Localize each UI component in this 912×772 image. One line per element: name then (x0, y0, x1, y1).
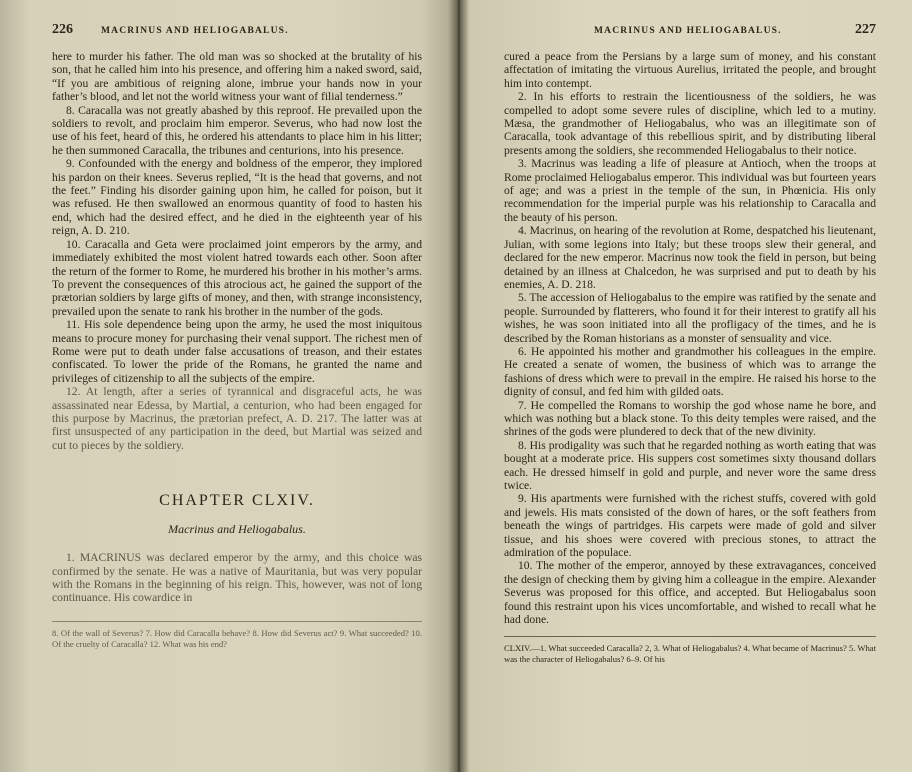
paragraph: 10. Caracalla and Geta were proclaimed joint emperors by the army, and immediately exhibited the most violent hatred towards each other. Soon after the return of the former to Rome, he murdered his brother in his mother’s arms. To prevent the consequences of this atrocious act, he gained the support of the prætorian soldiers by large gifts of money, and then, with strange inconsistency, prevailed upon the senate to rank his brother in the number of the gods. (52, 237, 422, 318)
paragraph: 11. His sole dependence being upon the army, he used the most iniquitous means to procure money for purchasing their venal support. The richest men of Rome were put to death under false accusations of treason, and their estates confiscated. To lower the pride of the Romans, he granted the name and privileges of citizenship to all the subjects of the empire. (52, 318, 422, 385)
running-head: MACRINUS AND HELIOGABALUS. (101, 26, 289, 36)
paragraph: 9. His apartments were furnished with the richest stuffs, covered with gold and jewels. His mats consisted of the down of hares, or the soft feathers from beneath the wings of partridges. His carpets were made of gold and silver tissue, and his shoes were covered with precious stones, to attract the admiration of the populace. (504, 492, 876, 560)
chapter-subtitle: Macrinus and Heliogabalus. (168, 522, 306, 537)
paragraph: 9. Confounded with the energy and boldness of the emperor, they implored his pardon on their knees. Severus replied, “It is the head that governs, and not the feet.” Finding his disorder gaining upon him, he called for poison, but it was refused. He then swallowed an enormous quantity of food to hasten his end, which had the desired effect, and he died in the eighteenth year of his reign, A. D. 210. (52, 157, 422, 238)
footnote-questions: 8. Of the wall of Severus? 7. How did Caracalla behave? 8. How did Severus act? 9. What succeeded? 10. Of the cruelty of Caracalla? 12. What was his end? (52, 621, 422, 650)
right-page-text (504, 50, 876, 626)
paragraph: 5. The accession of Heliogabalus to the empire was ratified by the senate and people. Surrounded by flatterers, who found it for their interest to gratify all his wishes, he was soon initiated into all the profligacy of the times, and he is described by the Roman historians as a monster of sensuality and vice. (504, 291, 876, 345)
paragraph: here to murder his father. The old man was so shocked at the brutality of his son, that he called him into his presence, and offering him a naked sword, said, “If you are ambitious of reigning alone, imbrue your hands now in your father’s blood, and let not the world witness your want of filial tenderness.” (52, 50, 422, 104)
page-number: 226 (52, 22, 73, 37)
paragraph: cured a peace from the Persians by a large sum of money, and his constant affectation of imitating the virtuous Aurelius, irritated the people, and brought him into contempt. (504, 50, 876, 90)
paragraph: 7. He compelled the Romans to worship the god whose name he bore, and which was nothing but a black stone. To this deity temples were raised, and the shrines of the gods were plundered to deck that of the new divinity. (504, 398, 876, 439)
running-head: MACRINUS AND HELIOGABALUS. (594, 26, 782, 36)
right-page-header (504, 22, 876, 42)
paragraph: 10. The mother of the emperor, annoyed by these extravagances, conceived the design of checking them by giving him a colleague in the empire. Alexander Severus was proposed for this office, and accepted. But Heliogabalus soon found this restraint upon his vices uncomfortable, and wished to recall what he had done. (504, 559, 876, 627)
page-number: 227 (855, 22, 876, 37)
left-page-header (52, 22, 422, 42)
paragraph: 1. MACRINUS was declared emperor by the army, and this choice was confirmed by the senate. He was a native of Mauritania, but was very popular with the Romans in the beginning of his reign. This, however, was not of long continuance. His cowardice in (52, 551, 422, 605)
left-page-text (52, 50, 422, 452)
paragraph: 12. At length, after a series of tyrannical and disgraceful acts, he was assassinated near Edessa, by Martial, a centurion, who had been engaged for this purpose by Macrinus, the prætorian prefect, A. D. 217. The latter was at first unsuspected of any participation in the deed, but Martial was seized and cut to pieces by the soldiery. (52, 385, 422, 452)
footnote-questions: CLXIV.—1. What succeeded Caracalla? 2, 3. What of Heliogabalus? 4. What became of Macrinus? 5. What was the character of Heliogabalus? 6–9. Of his (504, 636, 876, 665)
book-gutter (448, 0, 470, 772)
paragraph: 8. His prodigality was such that he regarded nothing as worth eating that was bought at a moderate price. His suppers cost sometimes sixty thousand dollars each. He dressed himself in gold and purple, and never wore the same dress twice. (504, 438, 876, 492)
paragraph: 6. He appointed his mother and grandmother his colleagues in the empire. He created a senate of women, the business of which was to arrange the fashions of dress which were to prevail in the empire. He raised his horse to the dignity of consul, and fed him with gilded oats. (504, 344, 876, 399)
paragraph: 8. Caracalla was not greatly abashed by this reproof. He prevailed upon the soldiers to revolt, and proclaim him emperor. Severus, who had now lost the use of his feet, heard of this, he ordered his attendants to place him in his litter; he then summoned Caracalla, the tribunes and centurions, into his presence. (52, 103, 422, 157)
chapter-text (52, 551, 422, 605)
paragraph: 4. Macrinus, on hearing of the revolution at Rome, despatched his lieutenant, Julian, with some legions into Italy; but these troops slew their general, and declared for the new emperor. Macrinus now took the field in person, but being detained by an illness at Chalcedon, he was surprised and put to death by his enemies, A. D. 218. (504, 224, 876, 291)
right-page (458, 0, 912, 772)
paragraph: 2. In his efforts to restrain the licentiousness of the soldiers, he was compelled to adopt some severe rules of discipline, which led to a mutiny. Mæsa, the grandmother of Heliogabalus, who was an illegitimate son of Caracalla, took advantage of this rebellious spirit, and by distributing liberal presents among the soldiers, she recommended Heliogabalus to their notice. (504, 90, 876, 157)
chapter-title: CHAPTER CLXIV. (159, 492, 315, 510)
paragraph: 3. Macrinus was leading a life of pleasure at Antioch, when the troops at Rome proclaimed Heliogabalus emperor. This individual was but fourteen years of age; and was a priest in the temple of the sun, in Phœnicia. His only recommendation for the imperial purple was his relationship to Caracalla and the beauty of his person. (504, 157, 876, 224)
